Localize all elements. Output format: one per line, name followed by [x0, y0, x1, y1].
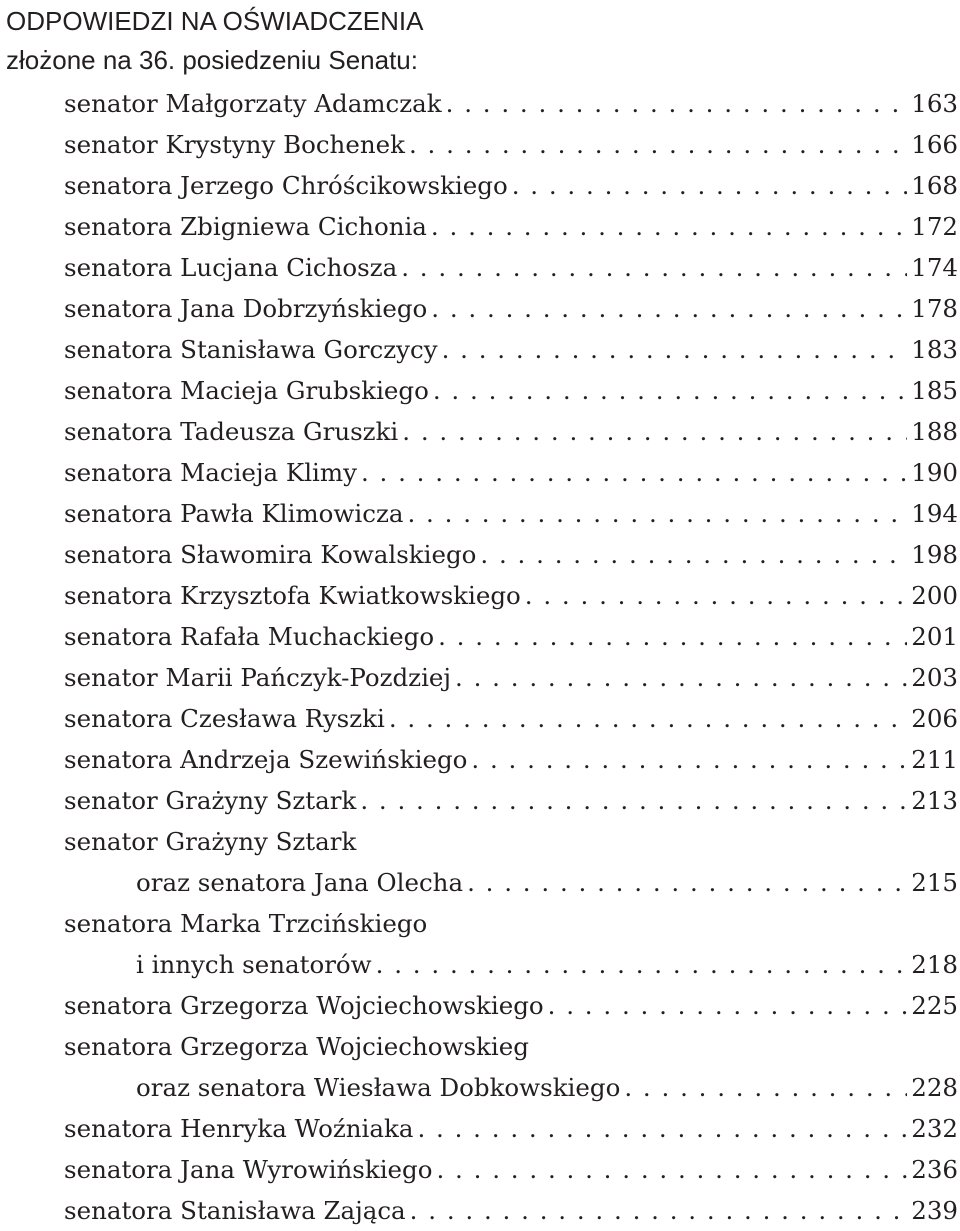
toc-entry [64, 165, 958, 206]
toc-entry-label: senatora Grzegorza Wojciechowskiego [64, 985, 548, 1026]
toc-entry-label: senatora Marka Trzcińskiego [64, 903, 431, 944]
dot-leader [467, 862, 907, 903]
toc-page-number: 211 [907, 739, 958, 780]
toc-entry-label: senatora Lucjana Cichosza [64, 247, 401, 288]
dot-leader [402, 411, 907, 452]
toc-entry [64, 206, 958, 247]
dot-leader [436, 1149, 907, 1190]
toc-page-number: 174 [907, 247, 958, 288]
toc-entry [64, 411, 958, 452]
toc-page-number: 239 [907, 1190, 958, 1231]
dot-leader [471, 739, 907, 780]
toc-entry-label: senatora Jerzego Chróścikowskiego [64, 165, 512, 206]
table-of-contents [64, 83, 958, 1231]
toc-page-number: 163 [907, 83, 958, 124]
toc-entry [64, 329, 958, 370]
dot-leader [360, 780, 907, 821]
toc-entry-label: senator Grażyny Sztark [64, 780, 360, 821]
dot-leader [361, 452, 907, 493]
dot-leader [548, 985, 908, 1026]
dot-leader [442, 329, 908, 370]
toc-entry [64, 1149, 958, 1190]
toc-entry-label: senatora Macieja Klimy [64, 452, 361, 493]
toc-page-number: 203 [907, 657, 958, 698]
toc-entry [64, 288, 958, 329]
toc-entry [64, 1108, 958, 1149]
dot-leader [624, 1067, 907, 1108]
dot-leader [401, 247, 907, 288]
dot-leader [480, 534, 907, 575]
toc-entry-first-line [64, 1026, 958, 1067]
dot-leader [438, 616, 907, 657]
toc-entry-label: senatora Pawła Klimowicza [64, 493, 407, 534]
toc-entry-label: senatora Jana Wyrowińskiego [64, 1149, 436, 1190]
toc-page-number: 198 [907, 534, 958, 575]
toc-page-number: 185 [907, 370, 958, 411]
dot-leader [417, 1108, 907, 1149]
toc-entry [64, 862, 958, 903]
toc-entry-label: senatora Sławomira Kowalskiego [64, 534, 480, 575]
toc-entry [64, 944, 958, 985]
toc-entry [64, 124, 958, 165]
toc-entry [64, 493, 958, 534]
toc-entry [64, 452, 958, 493]
toc-entry-label: senatora Zbigniewa Cichonia [64, 206, 431, 247]
toc-entry-label: senatora Tadeusza Gruszki [64, 411, 402, 452]
dot-leader [407, 493, 907, 534]
section-title: ODPOWIEDZI NA OŚWIADCZENIA [6, 6, 424, 36]
toc-entry [64, 616, 958, 657]
toc-entry-label: senatora Henryka Woźniaka [64, 1108, 417, 1149]
toc-page-number: 194 [907, 493, 958, 534]
dot-leader [446, 83, 908, 124]
dot-leader [409, 124, 907, 165]
dot-leader [431, 288, 907, 329]
dot-leader [525, 575, 907, 616]
toc-page-number: 178 [907, 288, 958, 329]
toc-entry-label: senatora Rafała Muchackiego [64, 616, 438, 657]
toc-entry-label: senatora Stanisława Zająca [64, 1190, 410, 1231]
dot-leader [431, 206, 907, 247]
toc-entry-label: senatora Czesława Ryszki [64, 698, 389, 739]
toc-entry [64, 575, 958, 616]
toc-entry [64, 370, 958, 411]
toc-page-number: 215 [907, 862, 958, 903]
toc-page-number: 206 [907, 698, 958, 739]
toc-page-number: 225 [907, 985, 958, 1026]
section-subtitle: złożone na 36. posiedzeniu Senatu: [6, 45, 418, 75]
toc-page-number: 190 [907, 452, 958, 493]
dot-leader [512, 165, 908, 206]
toc-entry-label: senator Grażyny Sztark [64, 821, 360, 862]
dot-leader [410, 1190, 908, 1231]
toc-entry [64, 985, 958, 1026]
toc-entry-label: senator Krystyny Bochenek [64, 124, 409, 165]
toc-entry-first-line [64, 903, 958, 944]
toc-entry-continuation: oraz senatora Jana Olecha [136, 862, 467, 903]
toc-page-number: 188 [907, 411, 958, 452]
toc-page-number: 172 [907, 206, 958, 247]
toc-entry-label: senatora Stanisława Gorczycy [64, 329, 442, 370]
toc-page-number: 166 [907, 124, 958, 165]
toc-entry-continuation: i innych senatorów [136, 944, 376, 985]
toc-page-number: 232 [907, 1108, 958, 1149]
toc-entry-label: senator Marii Pańczyk-Pozdziej [64, 657, 455, 698]
toc-entry [64, 247, 958, 288]
toc-entry-label: senatora Grzegorza Wojciechowskieg [64, 1026, 533, 1067]
dot-leader [455, 657, 907, 698]
dot-leader [389, 698, 907, 739]
toc-entry [64, 83, 958, 124]
toc-entry [64, 534, 958, 575]
toc-page-number: 183 [907, 329, 958, 370]
dot-leader [376, 944, 908, 985]
toc-page-number: 228 [907, 1067, 958, 1108]
toc-page-number: 213 [907, 780, 958, 821]
toc-page-number: 236 [907, 1149, 958, 1190]
toc-entry [64, 739, 958, 780]
toc-entry [64, 657, 958, 698]
toc-entry [64, 1190, 958, 1231]
toc-entry-label: senatora Krzysztofa Kwiatkowskiego [64, 575, 525, 616]
toc-page-number: 201 [907, 616, 958, 657]
toc-entry-first-line [64, 821, 958, 862]
toc-entry [64, 780, 958, 821]
toc-entry-continuation: oraz senatora Wiesława Dobkowskiego [136, 1067, 624, 1108]
toc-page-number: 218 [907, 944, 958, 985]
toc-entry-label: senator Małgorzaty Adamczak [64, 83, 446, 124]
toc-page-number: 200 [907, 575, 958, 616]
toc-entry-label: senatora Jana Dobrzyńskiego [64, 288, 431, 329]
toc-entry-label: senatora Macieja Grubskiego [64, 370, 433, 411]
toc-entry [64, 1067, 958, 1108]
toc-entry-label: senatora Andrzeja Szewińskiego [64, 739, 471, 780]
toc-entry [64, 698, 958, 739]
toc-page-number: 168 [907, 165, 958, 206]
dot-leader [433, 370, 907, 411]
